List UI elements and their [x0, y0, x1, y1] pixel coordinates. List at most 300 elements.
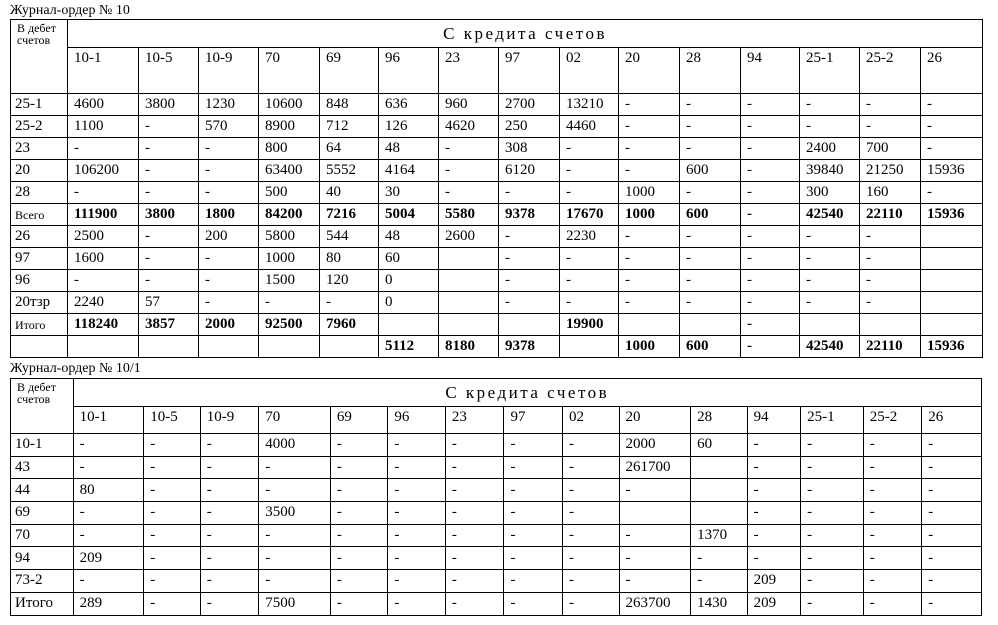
table-cell: [921, 292, 983, 314]
table-cell: -: [747, 434, 800, 457]
column-header-26: 26: [921, 48, 983, 94]
table-cell: -: [445, 547, 504, 570]
table-cell: -: [619, 138, 680, 160]
table-cell: -: [504, 524, 563, 547]
table-cell: -: [562, 502, 619, 525]
table-cell: -: [199, 292, 259, 314]
table-row: [11, 94, 983, 116]
table-cell: 1800: [199, 204, 259, 226]
table-row: [11, 292, 983, 314]
debit-accounts-header: В дебет счетов: [11, 20, 68, 94]
table-cell: -: [619, 524, 691, 547]
row-label: 20: [11, 160, 68, 182]
table-cell: 261700: [619, 456, 691, 479]
table-cell: -: [863, 479, 922, 502]
table-cell: -: [259, 547, 331, 570]
table-cell: 636: [379, 94, 439, 116]
table-cell: 2700: [499, 94, 560, 116]
table-cell: -: [499, 226, 560, 248]
table-cell: -: [741, 160, 800, 182]
table-cell: 1230: [199, 94, 259, 116]
table-cell: 6120: [499, 160, 560, 182]
table-cell: -: [504, 547, 563, 570]
table-cell: -: [330, 524, 388, 547]
table-cell: -: [863, 434, 922, 457]
column-header-25-2: 25-2: [860, 48, 921, 94]
table-cell: -: [144, 479, 201, 502]
journal-10-table: [10, 19, 983, 358]
table-cell: -: [691, 570, 748, 593]
table-cell: -: [388, 570, 446, 593]
table-cell: 2400: [800, 138, 860, 160]
table-cell: -: [504, 434, 563, 457]
table-cell: -: [863, 570, 922, 593]
table-cell: [439, 292, 499, 314]
table-cell: -: [439, 182, 499, 204]
table-cell: [691, 479, 748, 502]
table-cell: -: [691, 547, 748, 570]
table-cell: -: [747, 456, 800, 479]
table-cell: -: [139, 116, 199, 138]
table-cell: -: [330, 547, 388, 570]
table-cell: -: [863, 524, 922, 547]
table-cell: [860, 314, 921, 336]
table-cell: -: [800, 292, 860, 314]
table-cell: -: [860, 270, 921, 292]
table-cell: -: [680, 138, 741, 160]
table-cell: -: [619, 570, 691, 593]
table-cell: -: [445, 570, 504, 593]
table-cell: 22110: [860, 204, 921, 226]
table-cell: -: [619, 547, 691, 570]
table-cell: -: [863, 592, 922, 615]
table-cell: -: [200, 524, 259, 547]
table-cell: -: [619, 94, 680, 116]
table-cell: 8900: [259, 116, 320, 138]
table-cell: -: [560, 160, 619, 182]
column-header-97: 97: [499, 48, 560, 94]
table-cell: 40: [320, 182, 379, 204]
table-cell: -: [388, 502, 446, 525]
row-label: [11, 336, 68, 358]
table-cell: 15936: [921, 204, 983, 226]
column-header-94: 94: [747, 407, 800, 434]
table-cell: -: [504, 570, 563, 593]
table-row: [11, 524, 982, 547]
table-cell: [139, 336, 199, 358]
table-cell: -: [330, 502, 388, 525]
table-cell: 1500: [259, 270, 320, 292]
table-cell: 17670: [560, 204, 619, 226]
column-header-69: 69: [330, 407, 388, 434]
table-cell: -: [680, 248, 741, 270]
table-cell: -: [200, 547, 259, 570]
column-header-10-5: 10-5: [139, 48, 199, 94]
table-cell: -: [562, 592, 619, 615]
table-cell: -: [680, 182, 741, 204]
column-header-70: 70: [259, 48, 320, 94]
table-cell: 600: [680, 204, 741, 226]
row-label: 23: [11, 138, 68, 160]
journal-10-1-table: [10, 378, 982, 616]
table-cell: -: [73, 456, 144, 479]
column-header-row: [11, 407, 982, 434]
table-cell: -: [800, 270, 860, 292]
table-cell: 5004: [379, 204, 439, 226]
table-cell: 1600: [68, 248, 139, 270]
table-cell: [691, 502, 748, 525]
table-cell: [199, 336, 259, 358]
column-header-10-9: 10-9: [200, 407, 259, 434]
table-row: [11, 479, 982, 502]
table-cell: 1000: [619, 336, 680, 358]
table-cell: -: [922, 502, 982, 525]
table-cell: 209: [73, 547, 144, 570]
table-cell: -: [747, 547, 800, 570]
table-cell: 118240: [68, 314, 139, 336]
table-cell: -: [800, 248, 860, 270]
table-cell: -: [139, 182, 199, 204]
table-cell: -: [741, 94, 800, 116]
table-cell: -: [499, 182, 560, 204]
table-cell: 2000: [199, 314, 259, 336]
table-cell: -: [139, 160, 199, 182]
table-cell: -: [863, 456, 922, 479]
table-cell: -: [800, 226, 860, 248]
table-cell: -: [619, 248, 680, 270]
table-cell: 500: [259, 182, 320, 204]
table-cell: -: [445, 592, 504, 615]
table-cell: 4000: [259, 434, 331, 457]
column-header-25-2: 25-2: [863, 407, 922, 434]
column-header-25-1: 25-1: [801, 407, 864, 434]
table-cell: -: [619, 292, 680, 314]
table-cell: -: [73, 524, 144, 547]
table-cell: -: [259, 524, 331, 547]
credit-accounts-header: С кредита счетов: [68, 20, 983, 48]
table-cell: -: [562, 434, 619, 457]
row-label: 26: [11, 226, 68, 248]
column-header-97: 97: [504, 407, 563, 434]
table-row: [11, 116, 983, 138]
table-cell: 10600: [259, 94, 320, 116]
table-cell: -: [144, 547, 201, 570]
table-cell: 1430: [691, 592, 748, 615]
table-cell: 0: [379, 292, 439, 314]
table-cell: 64: [320, 138, 379, 160]
table-cell: -: [330, 456, 388, 479]
table-cell: -: [741, 138, 800, 160]
table-cell: 42540: [800, 336, 860, 358]
table-cell: [691, 456, 748, 479]
table-row: [11, 160, 983, 182]
table-cell: -: [921, 182, 983, 204]
table-cell: 4164: [379, 160, 439, 182]
column-header-23: 23: [445, 407, 504, 434]
table-row: [11, 182, 983, 204]
table-cell: -: [922, 456, 982, 479]
table-cell: 60: [379, 248, 439, 270]
table-row: [11, 434, 982, 457]
column-header-23: 23: [439, 48, 499, 94]
column-header-10-5: 10-5: [144, 407, 201, 434]
table-cell: 106200: [68, 160, 139, 182]
table-cell: 1000: [259, 248, 320, 270]
table-cell: -: [504, 502, 563, 525]
table-cell: 2500: [68, 226, 139, 248]
table-cell: [68, 336, 139, 358]
table-cell: 2600: [439, 226, 499, 248]
table-cell: 4600: [68, 94, 139, 116]
table-cell: [619, 502, 691, 525]
table-cell: -: [68, 270, 139, 292]
table-cell: -: [922, 479, 982, 502]
table-cell: [680, 314, 741, 336]
table-cell: 126: [379, 116, 439, 138]
table-cell: 120: [320, 270, 379, 292]
row-label: 97: [11, 248, 68, 270]
table-cell: 4620: [439, 116, 499, 138]
table-cell: -: [144, 524, 201, 547]
column-header-20: 20: [619, 48, 680, 94]
table-cell: -: [439, 160, 499, 182]
table-cell: [439, 314, 499, 336]
table-row: [11, 138, 983, 160]
table-cell: -: [801, 502, 864, 525]
table-row: [11, 248, 983, 270]
table-cell: -: [200, 479, 259, 502]
table-cell: -: [199, 248, 259, 270]
table-cell: 84200: [259, 204, 320, 226]
table-cell: -: [921, 116, 983, 138]
table-cell: -: [199, 182, 259, 204]
table-cell: 48: [379, 138, 439, 160]
table-cell: -: [741, 270, 800, 292]
table-cell: 2230: [560, 226, 619, 248]
table-cell: -: [741, 226, 800, 248]
table-cell: -: [680, 226, 741, 248]
table-cell: 30: [379, 182, 439, 204]
column-header-94: 94: [741, 48, 800, 94]
table-cell: 92500: [259, 314, 320, 336]
row-label: Всего: [11, 204, 68, 226]
table-cell: 15936: [921, 336, 983, 358]
table-cell: 308: [499, 138, 560, 160]
table-cell: -: [499, 270, 560, 292]
row-label: 25-1: [11, 94, 68, 116]
table-cell: -: [504, 456, 563, 479]
table-cell: -: [388, 524, 446, 547]
table-cell: -: [562, 547, 619, 570]
table-cell: 3800: [139, 204, 199, 226]
journal-10-title: Журнал-ордер № 10: [10, 3, 130, 18]
table-cell: -: [560, 292, 619, 314]
column-header-70: 70: [259, 407, 331, 434]
table-cell: -: [741, 248, 800, 270]
table-cell: -: [199, 138, 259, 160]
table-cell: 15936: [921, 160, 983, 182]
column-header-row: [11, 48, 983, 94]
table-cell: -: [562, 570, 619, 593]
table-cell: [499, 314, 560, 336]
table-cell: -: [439, 138, 499, 160]
table-cell: -: [747, 502, 800, 525]
table-cell: -: [741, 292, 800, 314]
table-cell: 289: [73, 592, 144, 615]
table-cell: 209: [747, 570, 800, 593]
table-cell: 600: [680, 160, 741, 182]
row-label: 69: [11, 502, 74, 525]
table-cell: -: [144, 502, 201, 525]
column-header-02: 02: [562, 407, 619, 434]
table-cell: -: [388, 479, 446, 502]
table-cell: -: [504, 592, 563, 615]
table-cell: -: [801, 456, 864, 479]
header-row: [11, 20, 983, 48]
table-cell: -: [200, 592, 259, 615]
table-cell: -: [922, 592, 982, 615]
table-cell: 13210: [560, 94, 619, 116]
table-cell: -: [562, 456, 619, 479]
table-cell: -: [139, 138, 199, 160]
table-cell: 200: [199, 226, 259, 248]
table-row: [11, 314, 983, 336]
table-cell: -: [68, 182, 139, 204]
row-label: 43: [11, 456, 74, 479]
table-cell: -: [680, 292, 741, 314]
table-cell: -: [801, 434, 864, 457]
table-cell: -: [922, 570, 982, 593]
table-cell: -: [200, 434, 259, 457]
table-cell: -: [860, 248, 921, 270]
table-cell: 9378: [499, 204, 560, 226]
debit-accounts-header: В дебет счетов: [11, 379, 74, 434]
table-cell: 160: [860, 182, 921, 204]
table-cell: -: [801, 547, 864, 570]
table-cell: -: [259, 292, 320, 314]
credit-accounts-header: С кредита счетов: [73, 379, 981, 407]
table-cell: -: [619, 160, 680, 182]
table-cell: 8180: [439, 336, 499, 358]
table-cell: 250: [499, 116, 560, 138]
table-row: [11, 336, 983, 358]
table-cell: [439, 248, 499, 270]
table-cell: -: [863, 502, 922, 525]
table-cell: -: [200, 502, 259, 525]
table-cell: -: [619, 116, 680, 138]
table-cell: 1000: [619, 204, 680, 226]
table-cell: -: [139, 226, 199, 248]
table-cell: -: [741, 116, 800, 138]
table-cell: -: [259, 570, 331, 593]
table-cell: 5112: [379, 336, 439, 358]
table-cell: 39840: [800, 160, 860, 182]
table-cell: 9378: [499, 336, 560, 358]
row-label: 96: [11, 270, 68, 292]
row-label: 20тзр: [11, 292, 68, 314]
row-label: 73-2: [11, 570, 74, 593]
table-row: [11, 204, 983, 226]
table-cell: -: [800, 94, 860, 116]
table-cell: -: [330, 434, 388, 457]
table-row: [11, 570, 982, 593]
table-cell: 7216: [320, 204, 379, 226]
table-cell: -: [388, 547, 446, 570]
table-cell: 5800: [259, 226, 320, 248]
table-cell: -: [330, 570, 388, 593]
table-cell: -: [747, 479, 800, 502]
table-cell: 1100: [68, 116, 139, 138]
table-cell: -: [499, 292, 560, 314]
column-header-10-1: 10-1: [68, 48, 139, 94]
table-cell: -: [741, 182, 800, 204]
table-cell: 63400: [259, 160, 320, 182]
table-cell: [921, 314, 983, 336]
column-header-25-1: 25-1: [800, 48, 860, 94]
table-cell: 21250: [860, 160, 921, 182]
table-cell: -: [619, 479, 691, 502]
table-cell: 7500: [259, 592, 331, 615]
table-cell: -: [741, 336, 800, 358]
table-cell: [619, 314, 680, 336]
table-row: [11, 547, 982, 570]
table-row: [11, 592, 982, 615]
table-cell: 2000: [619, 434, 691, 457]
column-header-10-1: 10-1: [73, 407, 144, 434]
table-cell: -: [860, 116, 921, 138]
table-cell: -: [199, 160, 259, 182]
table-cell: [921, 270, 983, 292]
table-cell: -: [922, 524, 982, 547]
table-row: [11, 270, 983, 292]
table-cell: -: [921, 94, 983, 116]
table-cell: -: [560, 138, 619, 160]
table-cell: 544: [320, 226, 379, 248]
table-cell: -: [619, 270, 680, 292]
table-cell: 80: [320, 248, 379, 270]
table-cell: -: [560, 270, 619, 292]
table-cell: 111900: [68, 204, 139, 226]
table-cell: -: [741, 204, 800, 226]
column-header-02: 02: [560, 48, 619, 94]
table-cell: 5552: [320, 160, 379, 182]
table-cell: 1000: [619, 182, 680, 204]
row-label: 28: [11, 182, 68, 204]
table-cell: -: [144, 434, 201, 457]
table-cell: -: [330, 479, 388, 502]
table-cell: -: [144, 592, 201, 615]
table-cell: -: [741, 314, 800, 336]
table-cell: -: [680, 116, 741, 138]
table-cell: -: [801, 524, 864, 547]
table-cell: -: [921, 138, 983, 160]
table-cell: -: [68, 138, 139, 160]
table-cell: 263700: [619, 592, 691, 615]
table-cell: -: [922, 547, 982, 570]
table-cell: -: [259, 456, 331, 479]
column-header-96: 96: [388, 407, 446, 434]
table-cell: -: [801, 479, 864, 502]
column-header-69: 69: [320, 48, 379, 94]
table-cell: 4460: [560, 116, 619, 138]
table-cell: -: [560, 182, 619, 204]
row-label: 94: [11, 547, 74, 570]
table-cell: 712: [320, 116, 379, 138]
table-cell: -: [144, 456, 201, 479]
table-cell: -: [445, 479, 504, 502]
table-cell: [800, 314, 860, 336]
table-cell: -: [680, 270, 741, 292]
